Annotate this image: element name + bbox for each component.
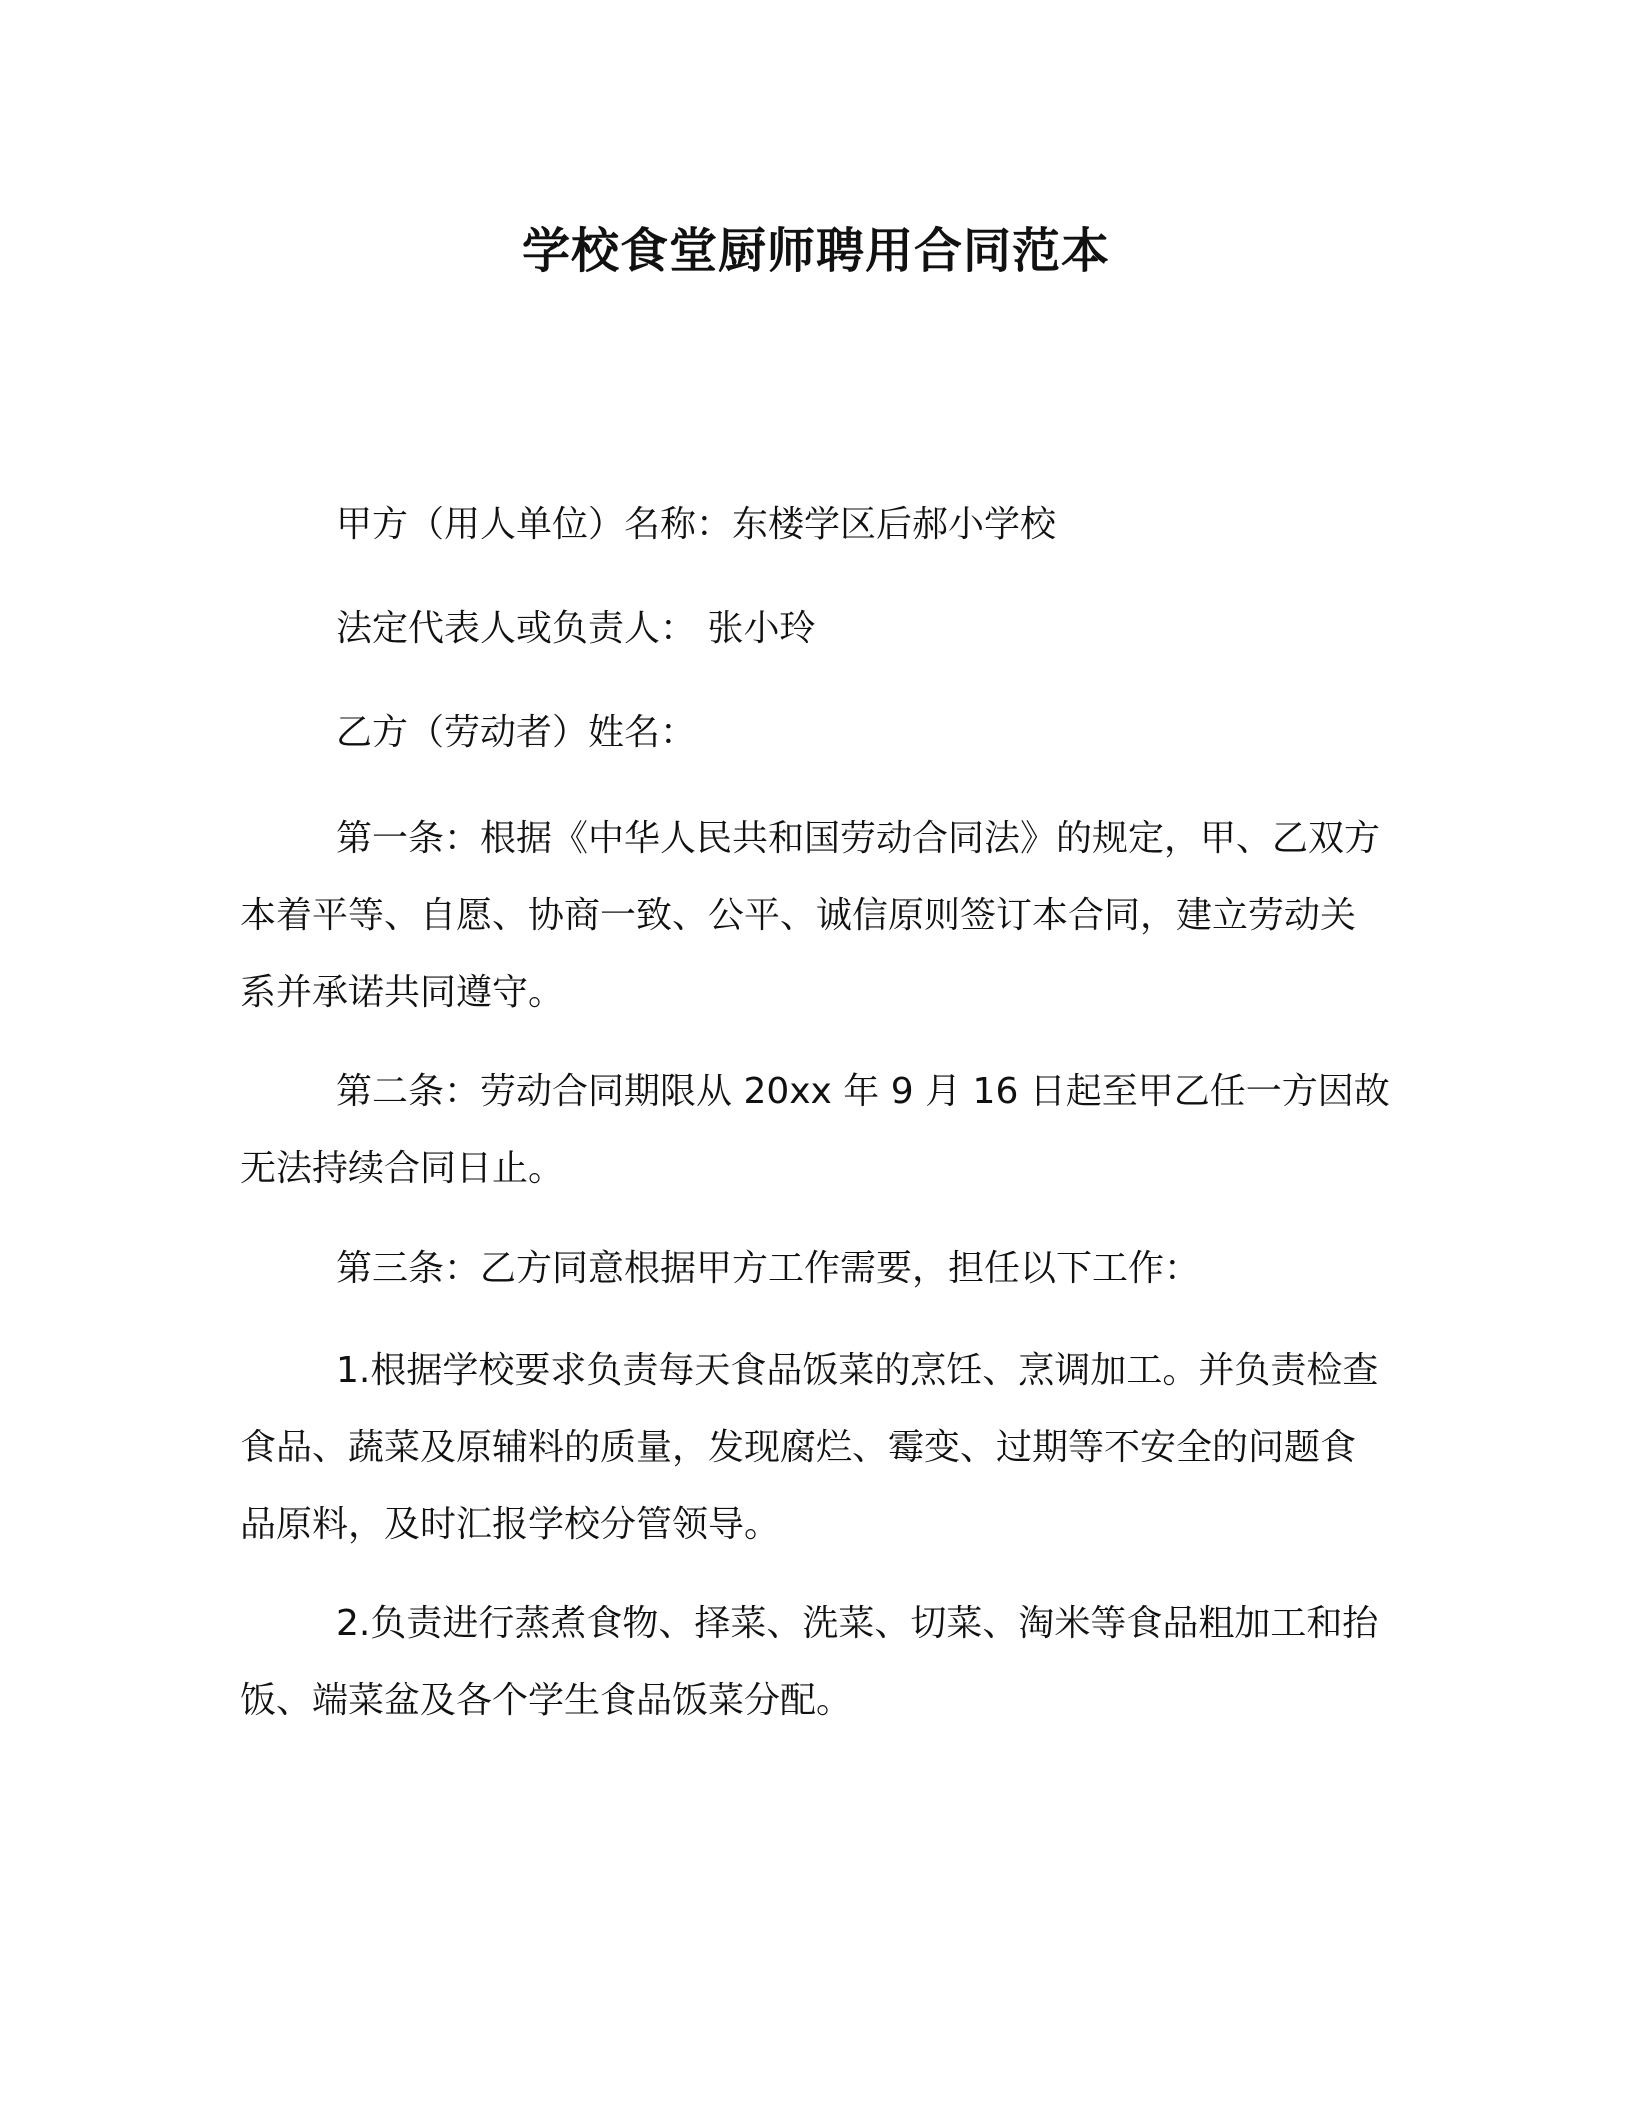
duty-item-1: 1.根据学校要求负责每天食品饭菜的烹饪、烹调加工。并负责检查食品、蔬菜及原辅料的质量，发现腐烂、霉变、过期等不安全的问题食品原料，及时汇报学校分管领导。 <box>240 1350 1379 1545</box>
legal-representative: 法定代表人或负责人： 张小玲 <box>336 608 816 649</box>
article-2: 第二条：劳动合同期限从 20xx 年 9 月 16 日起至甲乙任一方因故无法持续合同日止。 <box>240 1071 1390 1189</box>
article-1: 第一条：根据《中华人民共和国劳动合同法》的规定，甲、乙双方本着平等、自愿、协商一致、公平、诚信原则签订本合同，建立劳动关系并承诺共同遵守。 <box>240 818 1381 1013</box>
party-b-name: 乙方（劳动者）姓名： <box>336 712 697 753</box>
document-title: 学校食堂厨师聘用合同范本 <box>521 223 1110 279</box>
duty-item-2: 2.负责进行蒸煮食物、择菜、洗菜、切菜、淘米等食品粗加工和抬饭、端菜盆及各个学生食品饭菜分配。 <box>240 1603 1379 1721</box>
party-a-name: 甲方（用人单位）名称：东楼学区后郝小学校 <box>336 504 1057 545</box>
article-3: 第三条：乙方同意根据甲方工作需要，担任以下工作： <box>336 1248 1201 1289</box>
